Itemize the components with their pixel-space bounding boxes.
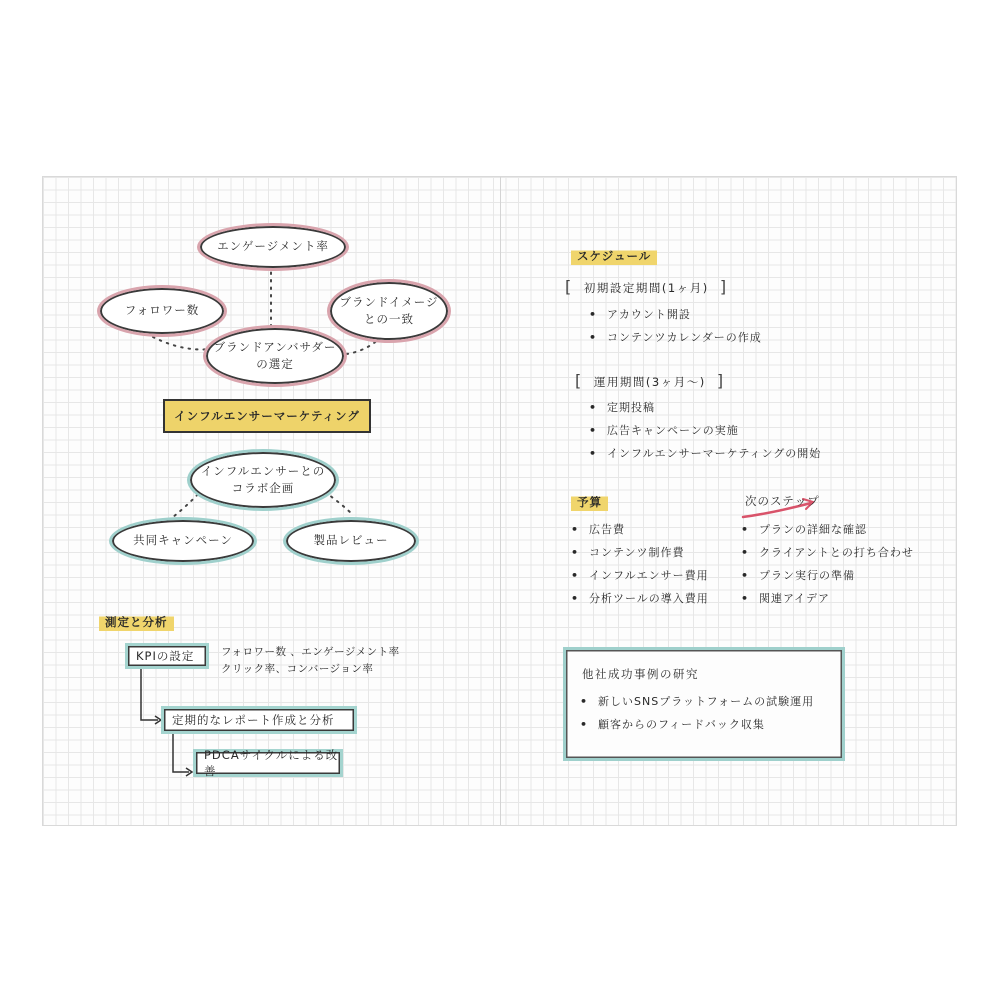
connector-follower xyxy=(153,337,211,350)
arrow-kpi-report xyxy=(141,669,158,720)
phase1-item: • アカウント開設 xyxy=(589,303,762,326)
phase1-item: • コンテンツカレンダーの作成 xyxy=(589,326,762,349)
next-steps-item: • プランの詳細な確認 xyxy=(741,518,914,541)
next-steps-item: • クライアントとの打ち合わせ xyxy=(741,541,914,564)
box-report-label: 定期的なレポート作成と分析 xyxy=(172,713,335,727)
bubble-influencer-collab-line1: インフルエンサーとの xyxy=(200,463,326,478)
phase2-open-bracket: [ xyxy=(575,371,583,390)
bubble-brand-image xyxy=(327,279,451,343)
budget-item: • 分析ツールの導入費用 xyxy=(571,587,709,610)
bubble-influencer-collab-line2: コラボ企画 xyxy=(231,481,295,495)
heading-budget: 予算 xyxy=(571,491,608,513)
phase2-item: • 広告キャンペーンの実施 xyxy=(589,419,821,442)
budget-item: • 広告費 xyxy=(571,518,709,541)
phase1-close-bracket: ] xyxy=(719,277,728,296)
phase1-title-label: 初期設定期間(1ヶ月) xyxy=(583,281,709,295)
bubble-product-review xyxy=(283,517,419,565)
case-study-box xyxy=(563,647,845,761)
bubble-ambassador xyxy=(203,325,347,387)
box-pdca xyxy=(193,749,343,777)
banner-influencer-marketing-label: インフルエンサーマーケティング xyxy=(174,409,360,423)
bubble-influencer-collab xyxy=(187,449,339,511)
heading-schedule: スケジュール xyxy=(571,245,657,267)
bubble-ambassador-line1: ブランドアンバサダー xyxy=(213,339,337,354)
case-study-list xyxy=(580,690,814,736)
banner-influencer-marketing xyxy=(163,399,371,433)
box-report xyxy=(161,706,357,734)
bubble-product-review-label: 製品レビュー xyxy=(313,533,389,548)
box-pdca-label: PDCAサイクルによる改善 xyxy=(204,748,339,778)
kpi-note xyxy=(221,644,400,678)
phase1-open-bracket: [ xyxy=(565,277,573,296)
phase2-title-label: 運用期間(3ヶ月〜) xyxy=(593,375,706,389)
connector-review xyxy=(325,492,353,515)
phase2-close-bracket: ] xyxy=(716,371,725,390)
kpi-note-line1: フォロワー数 、エンゲージメント率 xyxy=(221,646,400,658)
bubble-brand-image-line2: との一致 xyxy=(364,312,414,326)
phase2-title xyxy=(575,371,725,390)
bubble-joint-campaign xyxy=(109,517,257,565)
bubble-engagement-rate-label: エンゲージメント率 xyxy=(217,239,329,254)
budget-item: • インフルエンサー費用 xyxy=(571,564,709,587)
box-kpi-label: KPIの設定 xyxy=(136,649,195,663)
phase2-item: • 定期投稿 xyxy=(589,396,821,419)
case-study-item: • 新しいSNSプラットフォームの試験運用 xyxy=(580,690,814,713)
next-steps-list xyxy=(741,518,914,610)
phase2-item: • インフルエンサーマーケティングの開始 xyxy=(589,442,821,465)
bubble-influencer-collab-text xyxy=(201,463,326,498)
bubble-follower-count xyxy=(97,285,227,337)
bubble-follower-count-label: フォロワー数 xyxy=(124,303,200,318)
heading-next-steps: 次のステップ xyxy=(745,494,820,508)
bubble-brand-image-line1: ブランドイメージ xyxy=(339,294,439,309)
notebook-spread xyxy=(42,176,957,826)
case-study-title: 他社成功事例の研究 xyxy=(582,667,699,681)
bubble-joint-campaign-label: 共同キャンペーン xyxy=(133,533,233,548)
next-steps-item: • 関連アイデア xyxy=(741,587,914,610)
heading-measurement: 測定と分析 xyxy=(99,611,174,633)
phase2-list xyxy=(589,396,821,465)
bubble-brand-image-text xyxy=(339,294,438,329)
kpi-note-line2: クリック率、コンバージョン率 xyxy=(221,662,374,675)
next-steps-item: • プラン実行の準備 xyxy=(741,564,914,587)
bubble-engagement-rate xyxy=(197,223,349,271)
phase1-title xyxy=(565,277,728,296)
bubble-ambassador-line2: の選定 xyxy=(256,357,294,371)
budget-list xyxy=(571,518,709,610)
case-study-item: • 顧客からのフィードバック収集 xyxy=(580,713,814,736)
budget-item: • コンテンツ制作費 xyxy=(571,541,709,564)
phase1-list xyxy=(589,303,762,349)
box-kpi xyxy=(125,643,209,669)
bubble-ambassador-text xyxy=(214,339,337,374)
arrow-report-pdca xyxy=(173,734,189,772)
